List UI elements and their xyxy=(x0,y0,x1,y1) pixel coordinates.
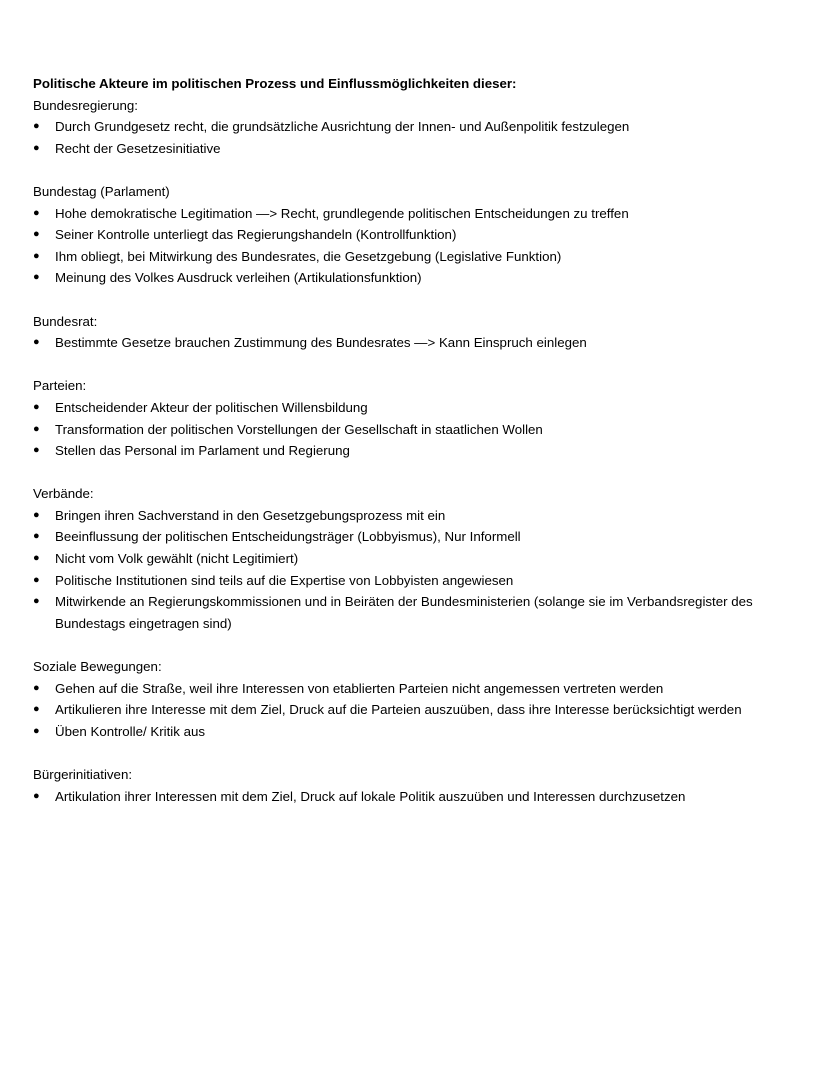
list-item-text: Bringen ihren Sachverstand in den Gesetzgebungsprozess mit ein xyxy=(55,507,446,523)
list-item-text: Nicht vom Volk gewählt (nicht Legitimiert) xyxy=(55,551,299,567)
list-item xyxy=(33,419,788,441)
list-item xyxy=(33,203,788,225)
bullet-icon: ● xyxy=(33,530,40,543)
list-item-text: Stellen das Personal im Parlament und Regierung xyxy=(55,443,350,459)
list-item xyxy=(33,591,788,634)
list-item-text: Ihm obliegt, bei Mitwirkung des Bundesrates, die Gesetzgebung (Legislative Funktion) xyxy=(55,248,562,264)
list-item-text: Durch Grundgesetz recht, die grundsätzliche Ausrichtung der Innen- und Außenpolitik festzulegen xyxy=(55,119,630,135)
list-item xyxy=(33,786,788,808)
list-item-text: Transformation der politischen Vorstellungen der Gesellschaft in staatlichen Wollen xyxy=(55,421,543,437)
bullet-icon: ● xyxy=(33,422,40,435)
bullet-list xyxy=(33,505,788,635)
section-heading: Bundesrat: xyxy=(33,313,98,329)
section-heading: Bürgerinitiativen: xyxy=(33,767,133,782)
list-item-text: Seiner Kontrolle unterliegt das Regierungshandeln (Kontrollfunktion) xyxy=(55,227,457,243)
list-item-text: Artikulation ihrer Interessen mit dem Ziel, Druck auf lokale Politik auszuüben und Interessen durchzusetzen xyxy=(55,788,686,804)
list-item-text: Bestimmte Gesetze brauchen Zustimmung des Bundesrates —> Kann Einspruch einlegen xyxy=(55,335,587,351)
section xyxy=(33,483,788,634)
bullet-list xyxy=(33,678,788,743)
list-item xyxy=(33,526,788,548)
list-item xyxy=(33,548,788,570)
list-item xyxy=(33,332,788,354)
list-item-text: Gehen auf die Straße, weil ihre Interessen von etablierten Parteien nicht angemessen vertreten werden xyxy=(55,680,664,696)
list-item-text: Üben Kontrolle/ Kritik aus xyxy=(55,723,206,739)
list-item xyxy=(33,505,788,527)
bullet-icon: ● xyxy=(33,400,40,413)
list-item-text: Mitwirkende an Regierungskommissionen und in Beiräten der Bundesministerien (solange sie im Verbandsregister des Bundestags eingetragen sind) xyxy=(55,594,753,631)
bullet-list xyxy=(33,332,788,354)
bullet-icon: ● xyxy=(33,595,40,608)
list-item-text: Politische Institutionen sind teils auf die Expertise von Lobbyisten angewiesen xyxy=(55,572,514,588)
bullet-icon: ● xyxy=(33,206,40,219)
list-item xyxy=(33,699,788,721)
bullet-icon: ● xyxy=(33,703,40,716)
list-item xyxy=(33,267,788,289)
list-item xyxy=(33,721,788,743)
section-heading: Parteien: xyxy=(33,378,87,394)
bullet-icon: ● xyxy=(33,249,40,262)
list-item xyxy=(33,224,788,246)
bullet-icon: ● xyxy=(33,573,40,586)
bullet-list xyxy=(33,116,788,159)
bullet-icon: ● xyxy=(33,228,40,241)
section xyxy=(33,656,788,742)
section xyxy=(33,375,788,461)
bullet-list xyxy=(33,786,788,808)
list-item xyxy=(33,570,788,592)
list-item-text: Entscheidender Akteur der politischen Willensbildung xyxy=(55,399,368,415)
document-title: Politische Akteure im politischen Prozess und Einflussmöglichkeiten dieser: xyxy=(33,76,517,91)
bullet-icon: ● xyxy=(33,141,40,154)
list-item xyxy=(33,138,788,160)
bullet-icon: ● xyxy=(33,552,40,565)
bullet-list xyxy=(33,397,788,462)
section-heading: Bundesregierung: xyxy=(33,97,138,113)
document-sections xyxy=(33,95,788,808)
list-item xyxy=(33,440,788,462)
bullet-icon: ● xyxy=(33,271,40,284)
list-item-text: Recht der Gesetzesinitiative xyxy=(55,140,221,156)
section xyxy=(33,181,788,289)
list-item-text: Hohe demokratische Legitimation —> Recht, grundlegende politischen Entscheidungen zu treffen xyxy=(55,205,629,221)
section-heading: Bundestag (Parlament) xyxy=(33,183,170,199)
section xyxy=(33,95,788,160)
bullet-icon: ● xyxy=(33,120,40,133)
list-item xyxy=(33,397,788,419)
section xyxy=(33,764,788,807)
list-item-text: Artikulieren ihre Interesse mit dem Ziel, Druck auf die Parteien auszuüben, dass ihre Interesse berücksichtigt werden xyxy=(55,702,742,718)
list-item-text: Meinung des Volkes Ausdruck verleihen (Artikulationsfunktion) xyxy=(55,270,422,286)
bullet-list xyxy=(33,203,788,289)
section xyxy=(33,311,788,354)
list-item xyxy=(33,116,788,138)
list-item xyxy=(33,678,788,700)
bullet-icon: ● xyxy=(33,789,40,802)
bullet-icon: ● xyxy=(33,681,40,694)
bullet-icon: ● xyxy=(33,508,40,521)
list-item-text: Beeinflussung der politischen Entscheidungsträger (Lobbyismus), Nur Informell xyxy=(55,529,521,545)
section-heading: Verbände: xyxy=(33,486,94,502)
bullet-icon: ● xyxy=(33,724,40,737)
section-heading: Soziale Bewegungen: xyxy=(33,659,162,675)
bullet-icon: ● xyxy=(33,444,40,457)
bullet-icon: ● xyxy=(33,336,40,349)
list-item xyxy=(33,246,788,268)
